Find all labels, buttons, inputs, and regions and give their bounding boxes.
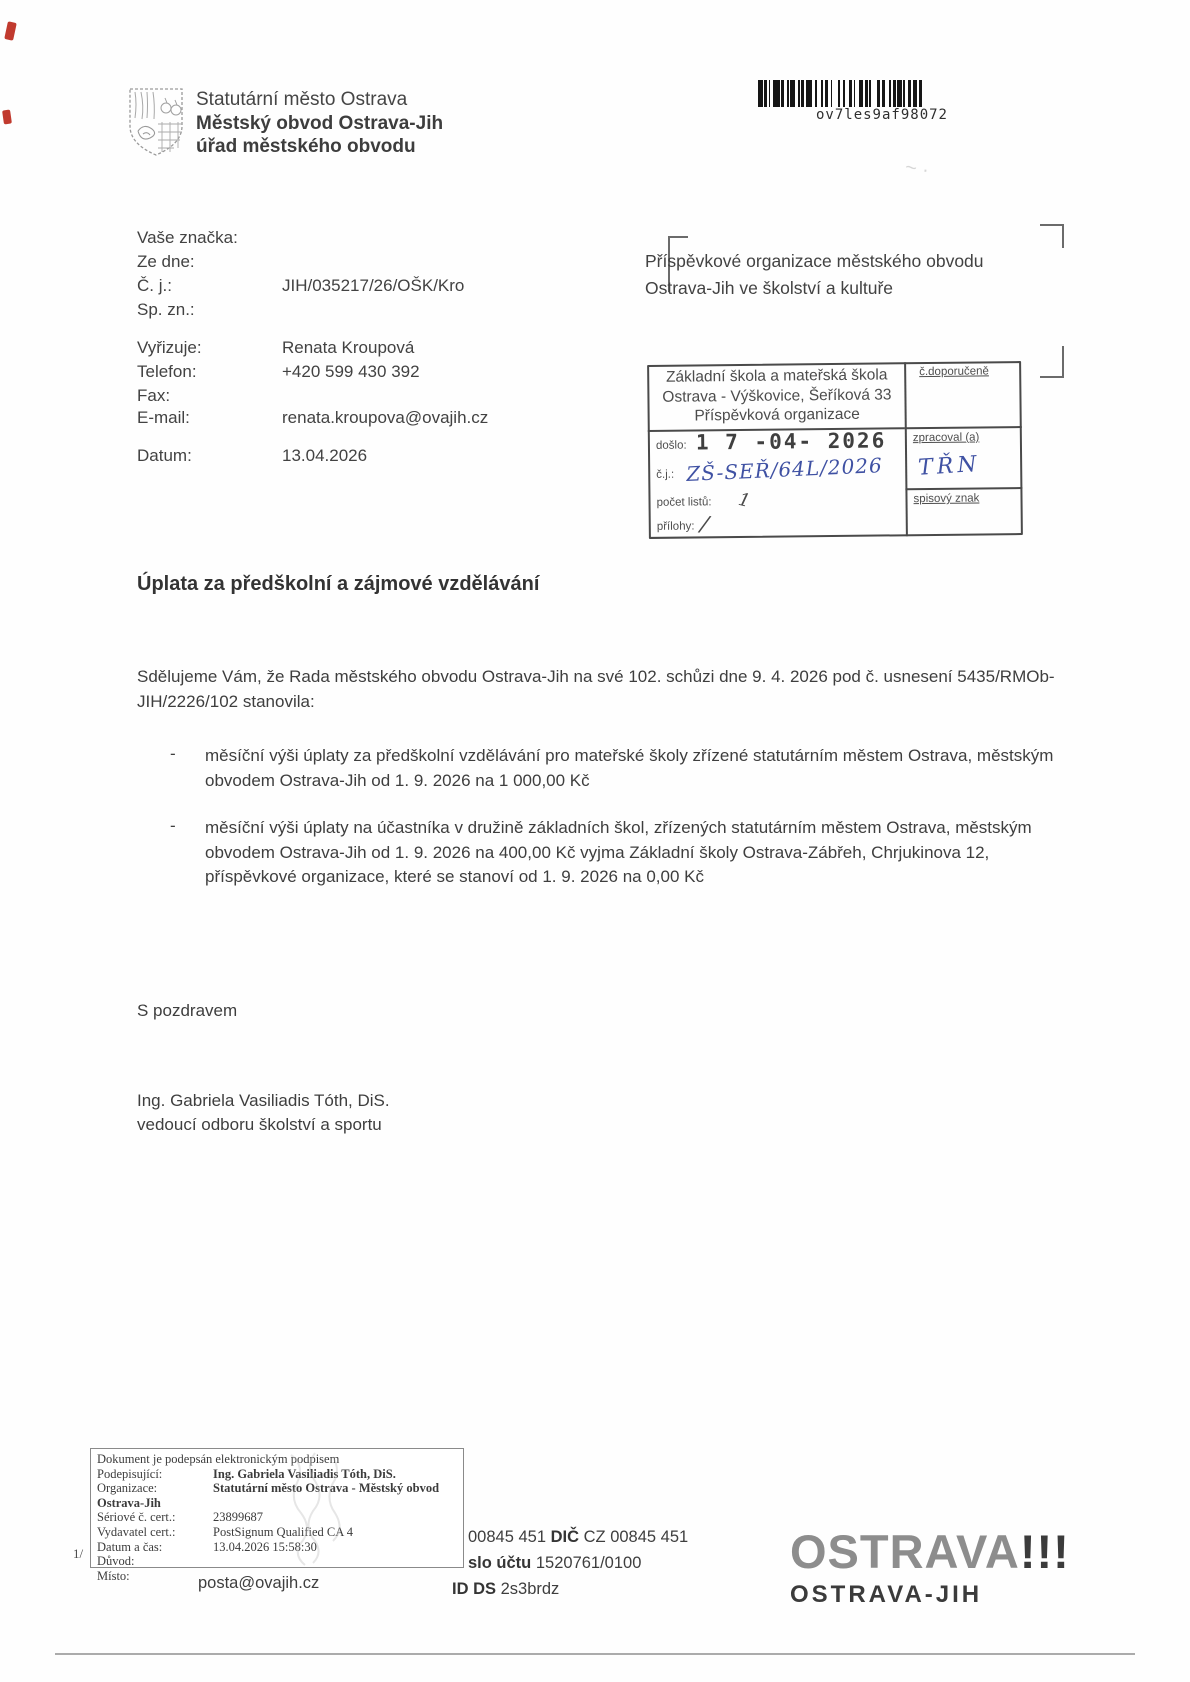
footer-idds-value: 2s3brdz	[500, 1580, 560, 1598]
recipient-address	[645, 248, 984, 302]
meta-label-date: Datum:	[137, 446, 192, 465]
address-bracket	[1040, 376, 1064, 378]
esign-label: Vydavatel cert.:	[97, 1524, 176, 1539]
stamp-prilohy-label: přílohy:	[656, 520, 695, 533]
esign-header: Dokument je podepsán elektronickým podpisem	[97, 1452, 340, 1466]
signature-watermark	[281, 1449, 351, 1567]
stamp-zpracoval-handwriting: TŘN	[917, 451, 982, 481]
meta-label: E-mail:	[137, 408, 190, 427]
bottom-divider	[55, 1653, 1135, 1655]
red-edge-mark	[4, 21, 17, 40]
closing-salutation: S pozdravem	[137, 1001, 238, 1020]
red-edge-mark	[2, 110, 12, 125]
esign-row	[97, 1481, 463, 1510]
subject-line: Úplata za předškolní a zájmové vzdělávání	[137, 573, 540, 595]
address-bracket	[1040, 224, 1064, 226]
stamp-doslo-date: 1 7 -04- 2026	[695, 428, 887, 455]
esign-value: 23899687	[213, 1510, 263, 1525]
scan-smudge: ~ ·	[903, 156, 931, 182]
esign-row	[97, 1510, 463, 1525]
meta-label: Ze dne:	[137, 252, 195, 271]
esign-row	[97, 1525, 463, 1540]
meta-label: Sp. zn.:	[137, 300, 195, 319]
letterhead-district: Městský obvod Ostrava-Jih	[196, 112, 444, 134]
ostrava-logo-wordmark	[790, 1524, 1120, 1579]
signer-name: Ing. Gabriela Vasiliadis Tóth, DiS.	[137, 1091, 390, 1110]
footer-account-line	[468, 1554, 641, 1573]
stamp-doporucene-label: č.doporučeně	[919, 365, 989, 379]
meta-label: Telefon:	[137, 362, 197, 381]
bullet-dash: -	[170, 816, 176, 835]
meta-value-phone: +420 599 430 392	[282, 362, 420, 381]
coat-of-arms-icon	[126, 86, 186, 163]
footer-registration-line	[468, 1528, 688, 1547]
letterhead	[196, 88, 443, 159]
meta-value-handler: Renata Kroupová	[282, 338, 415, 357]
stamp-school-name	[649, 365, 905, 426]
logo-text: OSTRAVA	[790, 1525, 1020, 1578]
recipient-line: Ostrava-Jih ve školství a kultuře	[645, 278, 893, 298]
barcode-bars	[758, 80, 1006, 107]
logo-exclamations: !!!	[1019, 1525, 1070, 1578]
stamp-cj-label: č.j.:	[656, 468, 675, 481]
esign-label: Místo:	[97, 1568, 130, 1583]
footer-account-label: slo účtu	[468, 1554, 532, 1572]
address-bracket	[1062, 346, 1064, 378]
bullet-dash: -	[170, 744, 176, 763]
esign-value: 13.04.2026 15:58:30	[213, 1539, 317, 1554]
stamp-school-line: Ostrava - Výškovice, Šeříková 33	[662, 385, 892, 406]
stamp-cj-handwriting: ZŠ-SEŘ/64L/2026	[685, 453, 884, 486]
recipient-line: Příspěvkové organizace městského obvodu	[645, 251, 984, 271]
stamp-doslo-label: došlo:	[655, 439, 687, 452]
meta-label: Č. j.:	[137, 276, 172, 295]
stamp-prilohy-handwriting: /	[698, 511, 711, 538]
esign-label: Sériové č. cert.:	[97, 1510, 176, 1525]
footer-email: posta@ovajih.cz	[198, 1574, 320, 1592]
page-number-marker: 1/	[73, 1546, 84, 1561]
esign-label: Podepisující:	[97, 1466, 163, 1481]
barcode	[758, 80, 1006, 123]
ostrava-jih-logo-text: OSTRAVA-JIH	[790, 1581, 983, 1608]
footer-databox-line	[452, 1580, 559, 1599]
stamp-pocet-label: počet listů:	[656, 496, 712, 509]
meta-value-email: renata.kroupova@ovajih.cz	[282, 408, 489, 427]
meta-value-cj: JIH/035217/26/OŠK/Kro	[282, 276, 465, 295]
bullet-item: měsíční výši úplaty na účastníka v družině základních škol, zřízených statutárním městem Ostrava, městským obvodem Ostrava-Jih od 1. 9. 2026 na 400,00 Kč vyjma Základní školy Ostrava-Zábřeh, Chrjukinova 12, příspěvkové organizace, které se stanoví od 1. 9. 2026 na 0,00 Kč	[205, 818, 1032, 886]
stamp-school-line: Příspěvková organizace	[694, 405, 860, 425]
address-bracket	[1062, 224, 1064, 248]
esign-row	[97, 1540, 463, 1555]
esign-row	[97, 1467, 463, 1482]
letterhead-office: úřad městského obvodu	[196, 136, 416, 157]
meta-value-date: 13.04.2026	[282, 446, 368, 465]
meta-label: Fax:	[137, 386, 171, 405]
stamp-zpracoval-label: zpracoval (a)	[912, 431, 980, 445]
footer-idds-label: ID DS	[452, 1580, 497, 1598]
esign-label: Organizace:	[97, 1481, 158, 1496]
letterhead-city: Statutární město Ostrava	[196, 89, 408, 110]
ostrava-logo	[790, 1524, 1120, 1609]
esign-value: Statutární město Ostrava - Městský obvod Ostrava-Jih	[97, 1481, 440, 1510]
body-paragraph: Sdělujeme Vám, že Rada městského obvodu Ostrava-Jih na své 102. schůzi dne 9. 4. 2026 pod č. usnesení 5435/RMOb-JIH/2226/102 stanovila:	[137, 667, 1055, 711]
esign-row	[97, 1554, 463, 1569]
address-bracket	[668, 236, 688, 238]
stamp-spisovy-label: spisový znak	[913, 492, 980, 506]
footer-dic-label: DIČ	[550, 1528, 580, 1546]
esign-label: Důvod:	[97, 1554, 135, 1569]
signer-title: vedoucí odboru školství a sportu	[137, 1115, 382, 1134]
esign-label: Datum a čas:	[97, 1539, 163, 1554]
esign-value: PostSignum Qualified CA 4	[213, 1524, 353, 1539]
stamp-pocet-handwriting: 1	[736, 488, 753, 512]
footer-account-value: 1520761/0100	[535, 1554, 642, 1572]
meta-label: Vaše značka:	[137, 228, 238, 247]
meta-label: Vyřizuje:	[137, 338, 202, 357]
footer-ic-number: 00845 451	[468, 1528, 546, 1546]
esign-value: Ing. Gabriela Vasiliadis Tóth, DiS.	[213, 1466, 396, 1481]
incoming-mail-stamp	[647, 361, 1023, 539]
barcode-text: ov7les9af98072	[815, 107, 948, 123]
bullet-item: měsíční výši úplaty za předškolní vzdělávání pro mateřské školy zřízené statutárním městem Ostrava, městským obvodem Ostrava-Jih od 1. 9. 2026 na 1 000,00 Kč	[205, 746, 1054, 790]
footer-dic-value: CZ 00845 451	[583, 1528, 689, 1546]
stamp-school-line: Základní škola a mateřská škola	[665, 366, 888, 386]
